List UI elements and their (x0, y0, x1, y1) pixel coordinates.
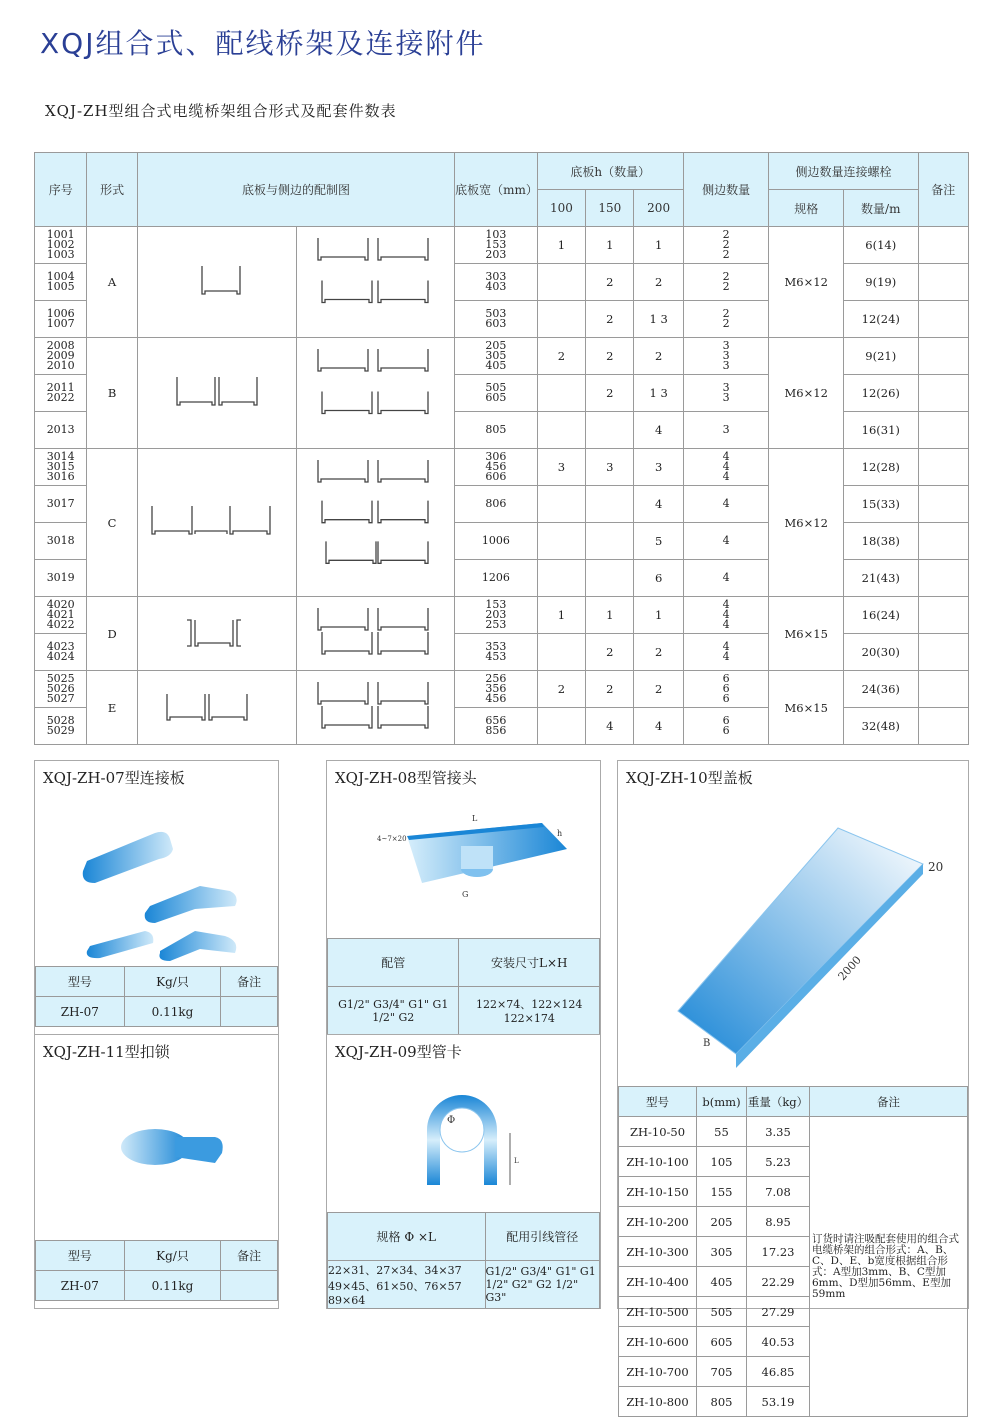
zh09-spec: 22×31、27×34、34×37 49×45、61×50、76×57 89×64 (328, 1261, 486, 1309)
zh08-header-pipe: 配管 (328, 939, 459, 987)
h100-cell (537, 301, 585, 338)
zh10-weight: 22.29 (747, 1267, 810, 1297)
header-spec: 规格 (769, 190, 844, 227)
header-width: 底板宽（mm） (455, 153, 538, 227)
zh10-model: ZH-10-500 (619, 1297, 697, 1327)
spec-cell: M6×15 (769, 671, 844, 745)
zh11-remark (221, 1271, 278, 1301)
svg-text:L: L (514, 1157, 519, 1165)
page-title: XQJ组合式、配线桥架及连接附件 (40, 27, 486, 60)
width-cell: 656 856 (455, 708, 538, 745)
form-cell: D (87, 597, 137, 671)
h100-cell (537, 634, 585, 671)
table-row (35, 338, 969, 375)
remark-cell (918, 338, 968, 375)
seq-cell: 3014 3015 3016 (35, 449, 87, 486)
seq-cell: 1001 1002 1003 (35, 227, 87, 264)
zh10-header-b: b(mm) (697, 1087, 747, 1117)
remark-cell (918, 634, 968, 671)
side-cell: 4 4 4 (683, 449, 769, 486)
zh09-panel (326, 1034, 601, 1309)
zh10-weight: 5.23 (747, 1147, 810, 1177)
zh10-model: ZH-10-700 (619, 1357, 697, 1387)
svg-text:B: B (703, 1038, 711, 1049)
width-cell: 505 605 (455, 375, 538, 412)
zh10-b: 55 (697, 1117, 747, 1147)
h100-cell (537, 264, 585, 301)
cover-plate-image (658, 816, 958, 1076)
qty-cell: 12(26) (844, 375, 919, 412)
side-cell: 2 2 (683, 301, 769, 338)
h150-cell (586, 523, 634, 560)
zh10-row (619, 1117, 968, 1147)
h150-cell: 2 (586, 264, 634, 301)
zh11-panel (34, 1034, 279, 1309)
zh11-model: ZH-07 (36, 1271, 125, 1301)
zh10-model: ZH-10-600 (619, 1327, 697, 1357)
h100-cell: 1 (537, 597, 585, 634)
side-cell: 2 2 (683, 264, 769, 301)
zh11-header-weight: Kg/只 (124, 1241, 221, 1271)
zh10-b: 305 (697, 1237, 747, 1267)
zh10-b: 105 (697, 1147, 747, 1177)
remark-cell (918, 671, 968, 708)
qty-cell: 18(38) (844, 523, 919, 560)
qty-cell: 32(48) (844, 708, 919, 745)
remark-cell (918, 375, 968, 412)
width-cell: 205 305 405 (455, 338, 538, 375)
side-cell: 4 (683, 523, 769, 560)
svg-text:20: 20 (928, 860, 944, 874)
header-qty: 数量/m (844, 190, 919, 227)
h100-cell: 3 (537, 449, 585, 486)
zh10-b: 155 (697, 1177, 747, 1207)
side-cell: 6 6 (683, 708, 769, 745)
remark-cell (918, 560, 968, 597)
seq-cell: 4023 4024 (35, 634, 87, 671)
zh11-header-remark: 备注 (221, 1241, 278, 1271)
table-row (35, 227, 969, 264)
zh07-header-weight: Kg/只 (124, 967, 221, 997)
diagram-basic (137, 449, 296, 597)
form-cell: A (87, 227, 137, 338)
zh07-weight: 0.11kg (124, 997, 221, 1027)
qty-cell: 24(36) (844, 671, 919, 708)
width-cell: 353 453 (455, 634, 538, 671)
side-cell: 3 (683, 412, 769, 449)
zh10-weight: 27.29 (747, 1297, 810, 1327)
header-form: 形式 (87, 153, 137, 227)
h100-cell: 1 (537, 227, 585, 264)
side-cell: 6 6 6 (683, 671, 769, 708)
h200-cell: 5 (634, 523, 683, 560)
h150-cell: 1 (586, 227, 634, 264)
seq-cell: 1006 1007 (35, 301, 87, 338)
qty-cell: 6(14) (844, 227, 919, 264)
header-h200: 200 (634, 190, 683, 227)
width-cell: 805 (455, 412, 538, 449)
header-bottom-h: 底板h（数量） (537, 153, 683, 190)
form-cell: C (87, 449, 137, 597)
zh10-b: 505 (697, 1297, 747, 1327)
width-cell: 806 (455, 486, 538, 523)
header-h100: 100 (537, 190, 585, 227)
svg-text:h: h (557, 829, 563, 838)
h150-cell: 2 (586, 301, 634, 338)
h150-cell: 3 (586, 449, 634, 486)
remark-cell (918, 597, 968, 634)
header-side-count: 侧边数量 (683, 153, 769, 227)
qty-cell: 16(31) (844, 412, 919, 449)
zh10-b: 405 (697, 1267, 747, 1297)
h200-cell: 4 (634, 486, 683, 523)
h100-cell: 2 (537, 671, 585, 708)
seq-cell: 5025 5026 5027 (35, 671, 87, 708)
zh08-size: 122×74、122×124 122×174 (459, 987, 600, 1035)
pipe-clamp-image (422, 1085, 532, 1195)
h200-cell: 4 (634, 708, 683, 745)
seq-cell: 2008 2009 2010 (35, 338, 87, 375)
zh08-header-size: 安装尺寸L×H (459, 939, 600, 987)
svg-text:4~7×20: 4~7×20 (377, 835, 407, 843)
svg-text:G: G (462, 890, 469, 899)
h100-cell: 2 (537, 338, 585, 375)
zh10-panel (617, 760, 969, 1409)
header-diagram: 底板与侧边的配制图 (137, 153, 454, 227)
width-cell: 153 203 253 (455, 597, 538, 634)
seq-cell: 2011 2022 (35, 375, 87, 412)
h200-cell: 3 (634, 449, 683, 486)
zh10-model: ZH-10-400 (619, 1267, 697, 1297)
remark-cell (918, 227, 968, 264)
zh07-model: ZH-07 (36, 997, 125, 1027)
h150-cell: 1 (586, 597, 634, 634)
h100-cell (537, 486, 585, 523)
diagram-combined (296, 227, 454, 338)
h200-cell: 1 (634, 597, 683, 634)
zh11-title: XQJ-ZH-11型扣锁 (43, 1043, 170, 1061)
zh11-header-model: 型号 (36, 1241, 125, 1271)
diagram-combined (296, 449, 454, 597)
seq-cell: 3018 (35, 523, 87, 560)
form-cell: B (87, 338, 137, 449)
qty-cell: 16(24) (844, 597, 919, 634)
zh07-panel (34, 760, 279, 1035)
width-cell: 303 403 (455, 264, 538, 301)
side-cell: 3 3 3 (683, 338, 769, 375)
width-cell: 1206 (455, 560, 538, 597)
zh08-pipe: G1/2" G3/4" G1" G1 1/2" G2 (328, 987, 459, 1035)
zh07-header-model: 型号 (36, 967, 125, 997)
svg-text:Φ: Φ (447, 1115, 456, 1126)
h150-cell: 2 (586, 634, 634, 671)
side-cell: 4 (683, 560, 769, 597)
h150-cell (586, 486, 634, 523)
remark-cell (918, 264, 968, 301)
h200-cell: 2 (634, 671, 683, 708)
remark-cell (918, 412, 968, 449)
spec-cell: M6×12 (769, 227, 844, 338)
qty-cell: 9(21) (844, 338, 919, 375)
zh10-weight: 8.95 (747, 1207, 810, 1237)
header-bolts: 侧边数量连接螺栓 (769, 153, 918, 190)
zh10-header-weight: 重量（kg） (747, 1087, 810, 1117)
h200-cell: 6 (634, 560, 683, 597)
side-cell: 2 2 2 (683, 227, 769, 264)
svg-text:2000: 2000 (835, 953, 864, 984)
zh10-b: 705 (697, 1357, 747, 1387)
zh10-table (618, 1086, 968, 1417)
qty-cell: 9(19) (844, 264, 919, 301)
h100-cell (537, 412, 585, 449)
zh10-note: 订货时请注吸配套使用的组合式电缆桥架的组合形式：A、B、C、D、E、b宽度根据组合形式：A型加3mm、B、C型加6mm、D型加56mm、E型加59mm (810, 1117, 968, 1417)
zh10-b: 805 (697, 1387, 747, 1417)
h200-cell: 2 (634, 338, 683, 375)
zh10-model: ZH-10-50 (619, 1117, 697, 1147)
zh10-b: 205 (697, 1207, 747, 1237)
table-row (35, 597, 969, 634)
diagram-basic (137, 597, 296, 671)
zh09-pipe: G1/2" G3/4" G1" G1 1/2" G2" G2 1/2" G3" (485, 1261, 600, 1309)
width-cell: 1006 (455, 523, 538, 560)
header-seq: 序号 (35, 153, 87, 227)
zh10-model: ZH-10-150 (619, 1177, 697, 1207)
zh10-weight: 53.19 (747, 1387, 810, 1417)
h200-cell: 2 (634, 264, 683, 301)
zh10-weight: 40.53 (747, 1327, 810, 1357)
zh10-header-remark: 备注 (810, 1087, 968, 1117)
seq-cell: 3017 (35, 486, 87, 523)
width-cell: 103 153 203 (455, 227, 538, 264)
side-cell: 4 4 4 (683, 597, 769, 634)
zh10-title: XQJ-ZH-10型盖板 (626, 769, 753, 787)
qty-cell: 12(28) (844, 449, 919, 486)
connector-plate-image (75, 811, 255, 966)
zh09-header-spec: 规格 Φ ×L (328, 1213, 486, 1261)
pipe-joint-image (367, 811, 567, 901)
diagram-basic (137, 338, 296, 449)
h200-cell: 1 3 (634, 301, 683, 338)
combination-table (34, 152, 969, 745)
zh08-panel (326, 760, 601, 1035)
side-cell: 3 3 (683, 375, 769, 412)
zh10-model: ZH-10-200 (619, 1207, 697, 1237)
qty-cell: 20(30) (844, 634, 919, 671)
seq-cell: 4020 4021 4022 (35, 597, 87, 634)
qty-cell: 21(43) (844, 560, 919, 597)
spec-cell: M6×15 (769, 597, 844, 671)
remark-cell (918, 449, 968, 486)
h150-cell: 4 (586, 708, 634, 745)
svg-text:L: L (472, 814, 478, 823)
zh07-title: XQJ-ZH-07型连接板 (43, 769, 185, 787)
width-cell: 256 356 456 (455, 671, 538, 708)
width-cell: 503 603 (455, 301, 538, 338)
h200-cell: 1 3 (634, 375, 683, 412)
zh08-title: XQJ-ZH-08型管接头 (335, 769, 477, 787)
side-cell: 4 (683, 486, 769, 523)
h100-cell (537, 708, 585, 745)
remark-cell (918, 486, 968, 523)
seq-cell: 5028 5029 (35, 708, 87, 745)
zh10-weight: 46.85 (747, 1357, 810, 1387)
lock-clip-image (120, 1125, 230, 1170)
zh10-model: ZH-10-300 (619, 1237, 697, 1267)
zh10-model: ZH-10-800 (619, 1387, 697, 1417)
width-cell: 306 456 606 (455, 449, 538, 486)
diagram-combined (296, 597, 454, 671)
zh10-b: 605 (697, 1327, 747, 1357)
qty-cell: 12(24) (844, 301, 919, 338)
remark-cell (918, 301, 968, 338)
page-subtitle: XQJ-ZH型组合式电缆桥架组合形式及配套件数表 (45, 102, 397, 120)
header-remark: 备注 (918, 153, 968, 227)
qty-cell: 15(33) (844, 486, 919, 523)
header-h150: 150 (586, 190, 634, 227)
zh10-weight: 17.23 (747, 1237, 810, 1267)
zh09-header-pipe: 配用引线管径 (485, 1213, 600, 1261)
h200-cell: 1 (634, 227, 683, 264)
seq-cell: 1004 1005 (35, 264, 87, 301)
zh07-header-remark: 备注 (221, 967, 278, 997)
diagram-combined (296, 338, 454, 449)
remark-cell (918, 708, 968, 745)
h150-cell: 2 (586, 338, 634, 375)
form-cell: E (87, 671, 137, 745)
zh11-table (35, 1240, 278, 1301)
diagram-combined (296, 671, 454, 745)
h200-cell: 4 (634, 412, 683, 449)
zh10-model: ZH-10-100 (619, 1147, 697, 1177)
spec-cell: M6×12 (769, 338, 844, 449)
side-cell: 4 4 (683, 634, 769, 671)
h100-cell (537, 523, 585, 560)
zh11-weight: 0.11kg (124, 1271, 221, 1301)
table-row (35, 449, 969, 486)
table-row (35, 671, 969, 708)
h100-cell (537, 375, 585, 412)
h150-cell: 2 (586, 671, 634, 708)
zh10-weight: 7.08 (747, 1177, 810, 1207)
zh10-weight: 3.35 (747, 1117, 810, 1147)
h150-cell (586, 560, 634, 597)
zh10-header-model: 型号 (619, 1087, 697, 1117)
h150-cell: 2 (586, 375, 634, 412)
h100-cell (537, 560, 585, 597)
seq-cell: 2013 (35, 412, 87, 449)
zh07-remark (221, 997, 278, 1027)
seq-cell: 3019 (35, 560, 87, 597)
zh09-title: XQJ-ZH-09型管卡 (335, 1043, 462, 1061)
zh08-table (327, 938, 600, 1035)
h150-cell (586, 412, 634, 449)
spec-cell: M6×12 (769, 449, 844, 597)
remark-cell (918, 523, 968, 560)
zh07-table (35, 966, 278, 1027)
diagram-basic (137, 671, 296, 745)
h200-cell: 2 (634, 634, 683, 671)
diagram-basic (137, 227, 296, 338)
zh09-table (327, 1212, 600, 1309)
